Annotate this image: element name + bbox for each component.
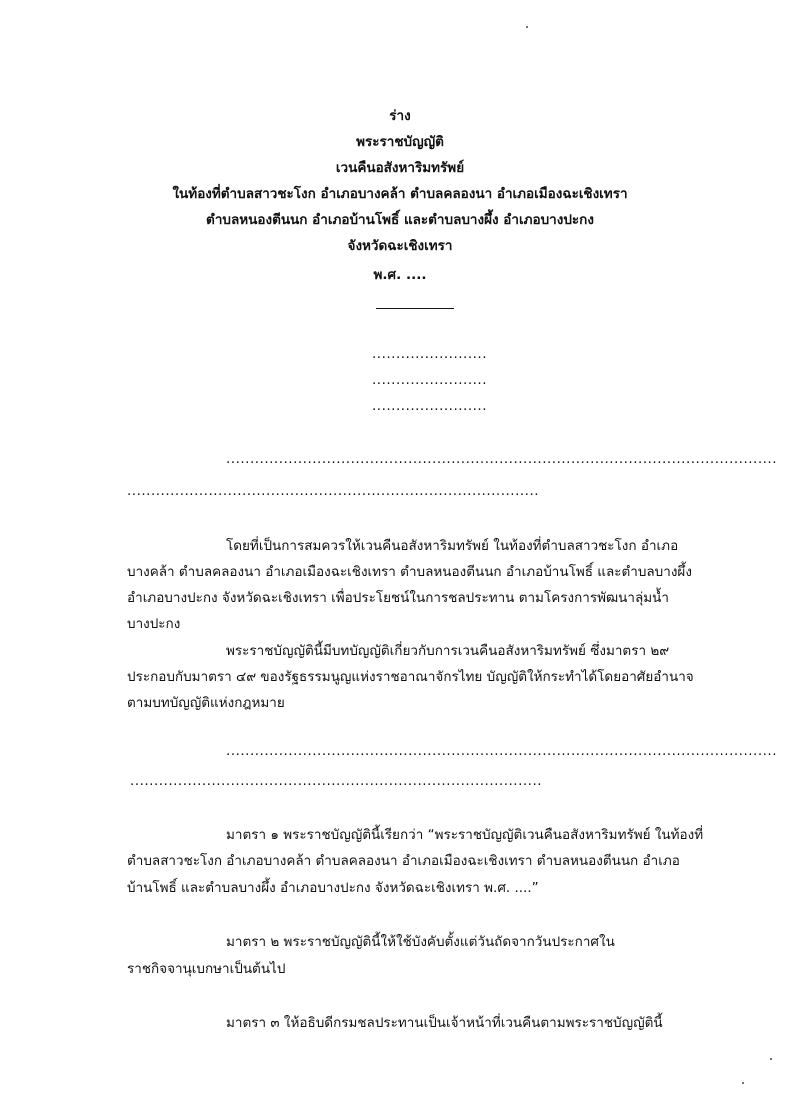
enact-dots-1: ...................................................................................................................	[226, 743, 777, 759]
act-type-title: พระราชบัญญัติ	[356, 134, 444, 150]
draft-label: ร่าง	[389, 108, 411, 124]
location-line-2: ตำบลหนองตีนนก อำเภอบ้านโพธิ์ และตำบลบางผึ้ง อำเภอบางปะกง	[206, 212, 594, 228]
signature-dots-1: ........................	[372, 346, 487, 362]
scan-speck	[770, 1058, 772, 1060]
preamble-dots-2: ......................................................................................	[127, 483, 540, 499]
location-line-1: ในท้องที่ตำบลสาวชะโงก อำเภอบางคล้า ตำบลคลองนา อำเภอเมืองฉะเชิงเทรา	[172, 186, 628, 202]
preamble-dots-1: ...................................................................................................................	[226, 451, 777, 467]
act-name-title: เวนคืนอสังหาริมทรัพย์	[335, 160, 465, 176]
signature-dots-2: ........................	[372, 372, 487, 388]
scan-speck	[742, 1082, 744, 1084]
para1-line-4: บางปะกง	[127, 616, 181, 632]
section1-line-3: บ้านโพธิ์ และตำบลบางผึ้ง อำเภอบางปะกง จังหวัดฉะเชิงเทรา พ.ศ. ....”	[127, 880, 539, 896]
signature-dots-3: ........................	[372, 398, 487, 414]
section1-line-1: มาตรา ๑ พระราชบัญญัตินี้เรียกว่า “พระราชบัญญัติเวนคืนอสังหาริมทรัพย์ ในท้องที่	[226, 827, 704, 843]
section3-line-1: มาตรา ๓ ให้อธิบดีกรมชลประทานเป็นเจ้าหน้าที่เวนคืนตามพระราชบัญญัตินี้	[226, 1015, 663, 1031]
province-title: จังหวัดฉะเชิงเทรา	[347, 238, 453, 254]
scan-speck	[526, 26, 528, 28]
title-underline	[376, 308, 454, 309]
para2-line-3: ตามบทบัญญัติแห่งกฎหมาย	[127, 695, 285, 711]
para1-line-1: โดยที่เป็นการสมควรให้เวนคืนอสังหาริมทรัพย์ ในท้องที่ตำบลสาวชะโงก อำเภอ	[226, 538, 679, 554]
para2-line-2: ประกอบกับมาตรา ๔๙ ของรัฐธรรมนูญแห่งราชอาณาจักรไทย บัญญัติให้กระทำได้โดยอาศัยอำนาจ	[127, 669, 694, 685]
section2-line-2: ราชกิจจานุเบกษาเป็นต้นไป	[127, 961, 286, 977]
section2-line-1: มาตรา ๒ พระราชบัญญัตินี้ให้ใช้บังคับตั้งแต่วันถัดจากวันประกาศใน	[226, 934, 615, 950]
para1-line-2: บางคล้า ตำบลคลองนา อำเภอเมืองฉะเชิงเทรา ตำบลหนองตีนนก อำเภอบ้านโพธิ์ และตำบลบางผึ้ง	[127, 564, 692, 580]
section1-line-2: ตำบลสาวชะโงก อำเภอบางคล้า ตำบลคลองนา อำเภอเมืองฉะเชิงเทรา ตำบลหนองตีนนก อำเภอ	[127, 853, 680, 869]
buddhist-year: พ.ศ. ....	[373, 267, 427, 283]
enact-dots-2: ......................................................................................	[130, 773, 543, 789]
para2-line-1: พระราชบัญญัตินี้มีบทบัญญัติเกี่ยวกับการเวนคืนอสังหาริมทรัพย์ ซึ่งมาตรา ๒๙	[226, 643, 670, 659]
para1-line-3: อำเภอบางปะกง จังหวัดฉะเชิงเทรา เพื่อประโยชน์ในการชลประทาน ตามโครงการพัฒนาลุ่มน้ำ	[127, 590, 669, 606]
